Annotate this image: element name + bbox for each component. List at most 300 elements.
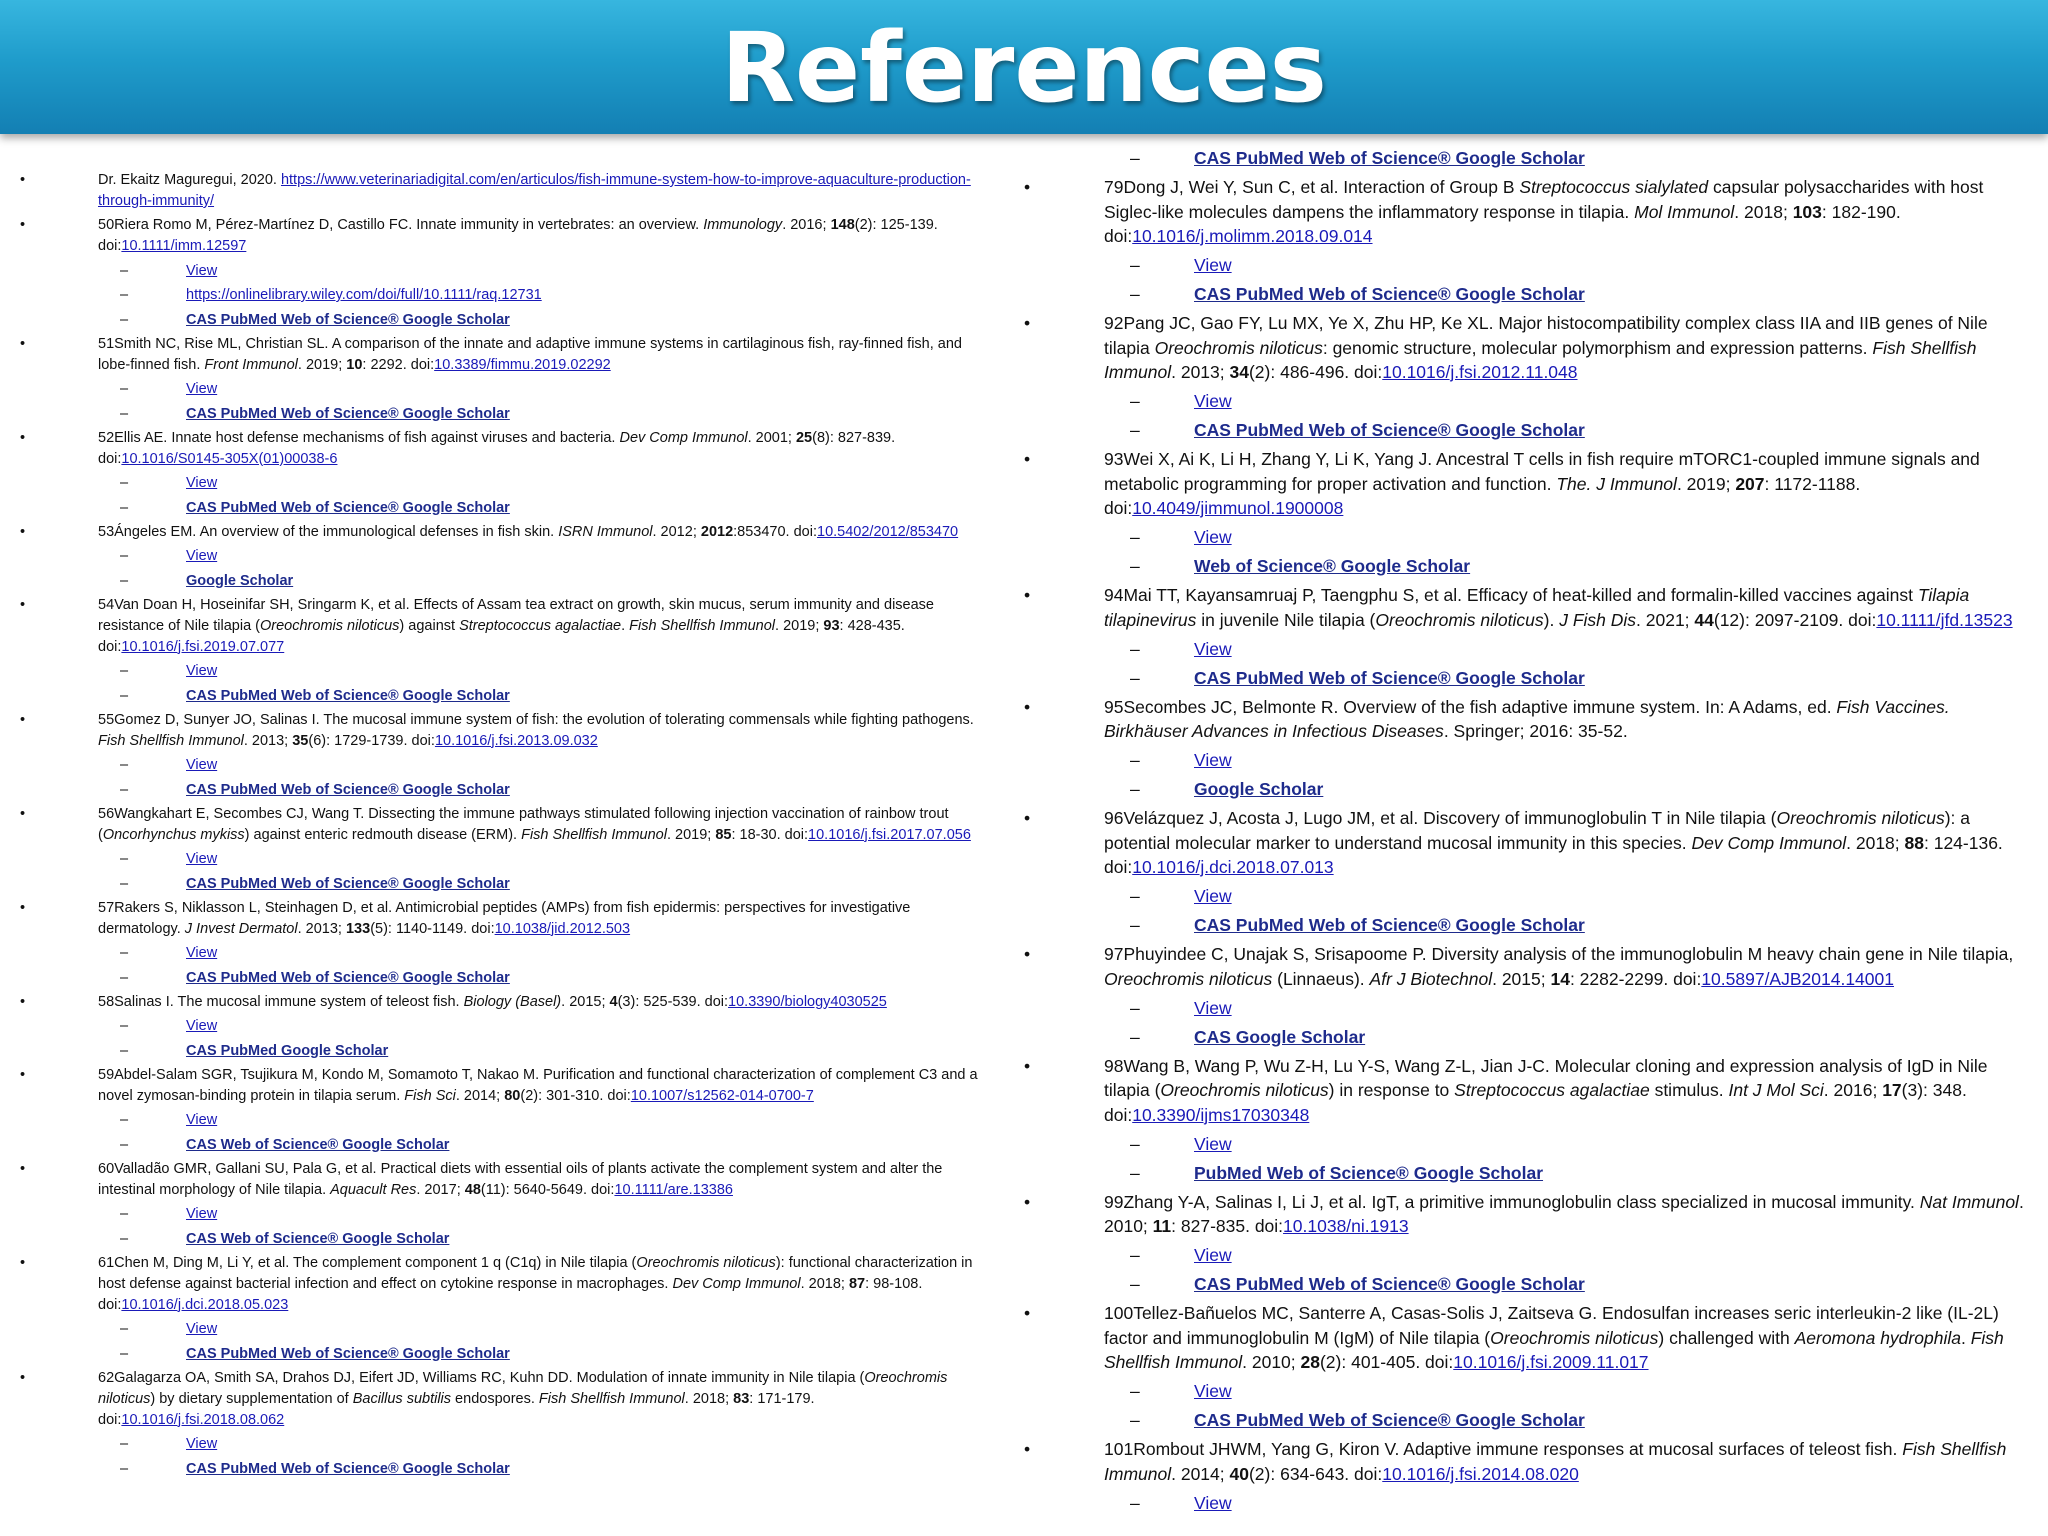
reference-text: . 2010; [1104,1191,2024,1236]
reference-text: : 18-30. doi: [731,826,809,843]
doi-link[interactable]: 10.4049/jimmunol.1900008 [1132,498,1344,518]
italic-text: Fish Shellfish Immunol [1104,1439,2007,1484]
bullet: • [20,1160,26,1177]
dash: – [120,1460,129,1477]
view-link[interactable]: View [186,945,218,961]
bullet: • [1024,696,1031,717]
reference-text: 55Gomez D, Sunyer JO, Salinas I. The mucosal immune system of fish: the evolution of tolerating commensals while fighting pathogens. [98,711,974,728]
link-row [16,261,996,282]
italic-text: Streptococcus sialylated [1519,177,1709,197]
right-reference-column [1024,146,2024,1515]
italic-text: Front Immunol [204,356,298,373]
dash: – [1130,1492,1140,1513]
dash: – [1130,1381,1140,1401]
reference-text: 99Zhang Y-A, Salinas I, Li J, et al. IgT, a primitive immunoglobulin class specialized in mucosal immunity. [1104,1191,1920,1212]
link-row [16,1434,996,1455]
link-row [1024,418,2024,443]
dash: – [1130,284,1140,304]
scholar-links[interactable]: CAS PubMed Web of Science® Google Scholar [186,969,510,986]
view-link[interactable]: View [186,1206,218,1222]
reference-text: :853470. doi: [733,523,817,540]
doi-link[interactable]: 10.1111/imm.12597 [121,238,247,254]
dash: – [1130,391,1140,411]
bullet: • [20,1066,26,1083]
italic-text: Oreochromis niloticus [636,1254,776,1271]
view-link[interactable]: View [1194,886,1232,906]
link-row [1024,777,2024,802]
reference-text: . [1960,1327,1971,1348]
reference-text: (2): 634-643. doi: [1248,1463,1383,1484]
reference-text: 94Mai TT, Kayansamruaj P, Taengphu S, et al. Efficacy of heat-killed and formalin-killed vaccines against [1104,585,1918,605]
reference-text: . 2016; [1823,1080,1883,1100]
link-row [1024,637,2024,662]
reference-text: endospores. [451,1390,539,1407]
dash: – [120,287,129,303]
reference-item [1024,695,2024,744]
bold-text: 133 [345,920,371,937]
italic-text: Oreochromis niloticus [1160,1080,1329,1100]
scholar-links[interactable]: CAS Web of Science® Google Scholar [186,1230,450,1247]
reference-text: ) against [399,617,460,634]
italic-text: Oreochromis niloticus [1154,337,1323,358]
dash: – [120,945,129,961]
reference-text: . Springer; 2016: 35-52. [1443,721,1628,741]
bullet: • [20,711,26,728]
dash: – [1130,527,1140,547]
bold-text: 40 [1229,1463,1249,1484]
scholar-links[interactable]: CAS PubMed Web of Science® Google Scholar [1194,1410,1585,1430]
reference-text: . 2001; [747,429,796,446]
bullet: • [1024,1303,1031,1323]
reference-text: 100Tellez-Bañuelos MC, Santerre A, Casas-Solis J, Zaitseva G. Endosulfan increases seric interleukin-2 like (IL-2L) factor and immunoglobulin M (IgM) of Nile tilapia ( [1104,1303,1999,1348]
link-row [1024,1132,2024,1157]
italic-text: Oreochromis niloticus [1375,609,1544,630]
italic-text: Fish Shellfish Immunol [629,617,776,634]
dash: – [120,1206,129,1222]
dash: – [1130,750,1140,770]
link-row [16,1041,996,1062]
dash: – [120,1112,129,1128]
doi-link[interactable]: 10.1038/ni.1913 [1283,1216,1409,1236]
reference-item [1024,1437,2024,1486]
scholar-links[interactable]: CAS PubMed Web of Science® Google Scholar [186,781,510,798]
bold-text: 85 [715,826,732,843]
doi-link[interactable]: 10.5402/2012/853470 [817,523,959,540]
link-row [16,1229,996,1250]
link-row [1024,884,2024,909]
view-link[interactable]: View [1194,997,1232,1018]
scholar-links[interactable]: CAS PubMed Web of Science® Google Scholar [186,1460,510,1477]
italic-text: Fish Shellfish Immunol [98,732,244,749]
link-row [1024,748,2024,773]
reference-text: ) by dietary supplementation of [150,1390,353,1407]
reference-text: 56Wangkahart E, Secombes CJ, Wang T. Dissecting the immune pathways stimulated following injection vaccination of rainbow trout ( [98,805,949,843]
reference-text: (3): 525-539. doi: [617,993,729,1010]
doi-link[interactable]: 10.1007/s12562-014-0700-7 [630,1087,814,1104]
reference-item [16,1065,996,1107]
reference-text: 52Ellis AE. Innate host defense mechanisms of fish against viruses and bacteria. [98,429,620,446]
scholar-links[interactable]: Web of Science® Google Scholar [1194,556,1471,576]
reference-item [16,992,996,1013]
bullet: • [20,335,26,352]
dash: – [120,757,129,773]
reference-text: 101Rombout JHWM, Yang G, Kiron V. Adaptive immune responses at mucosal surfaces of teleost fish. [1104,1439,1903,1459]
reference-text: . 2017; [416,1181,465,1198]
link-row [1024,525,2024,550]
reference-text: 53Ángeles EM. An overview of the immunological defenses in fish skin. [98,523,559,540]
reference-text: in juvenile Nile tilapia ( [1196,609,1376,630]
view-link[interactable]: View [1194,391,1232,411]
italic-text: Aquacult Res [330,1181,417,1198]
italic-text: Fish Vaccines. Birkhäuser Advances in Infectious Diseases [1104,696,1950,741]
dash: – [1130,1274,1140,1294]
link-row [1024,1243,2024,1268]
bold-text: 207 [1735,473,1765,494]
reference-text: 62Galagarza OA, Smith SA, Drahos DJ, Eifert JD, Williams RC, Kuhn DD. Modulation of innate immunity in Nile tilapia ( [98,1369,865,1386]
view-link[interactable]: View [1194,750,1232,770]
reference-text: (2): 486-496. doi: [1248,362,1383,382]
dash: – [1130,997,1140,1018]
view-link[interactable]: View [186,1112,218,1128]
doi-link[interactable]: 10.1111/jfd.13523 [1876,609,2013,630]
reference-text: . 2012; [652,523,701,540]
reference-text: (2): 301-310. doi: [520,1087,631,1104]
reference-text: : 428-435. doi: [98,617,905,655]
reference-text: . 2021; [1636,609,1695,630]
dash: – [120,405,129,422]
reference-text: (8): 827-839. doi: [98,429,896,467]
bold-text: 34 [1229,362,1249,382]
doi-link[interactable]: 10.1016/j.fsi.2013.09.032 [434,732,598,749]
reference-text: 58Salinas I. The mucosal immune system of teleost fish. [98,993,464,1010]
scholar-links[interactable]: CAS PubMed Web of Science® Google Scholar [186,311,510,328]
reference-text: 59Abdel-Salam SGR, Tsujikura M, Kondo M, Somamoto T, Nakao M. Purification and functional characterization of complement C3 and a novel zymosan-binding protein in tilapia serum. [98,1066,978,1104]
doi-link[interactable]: 10.1111/are.13386 [614,1181,733,1198]
reference-text: . 2016; [782,217,831,233]
bold-text: 17 [1882,1080,1902,1100]
link-row [16,473,996,494]
reference-item [16,334,996,376]
reference-text: . 2013; [297,920,346,937]
scholar-links[interactable]: CAS PubMed Web of Science® Google Scholar [1194,915,1585,935]
reference-text: (3): 348. doi: [1104,1080,1967,1125]
reference-text: . 2018; [684,1390,734,1407]
view-link[interactable]: View [186,381,218,397]
italic-text: Bacillus subtilis [352,1390,452,1407]
doi-link[interactable]: 10.1016/j.fsi.2012.11.048 [1382,362,1578,382]
italic-text: Oreochromis niloticus [260,617,400,634]
link-row [16,498,996,519]
reference-item [16,898,996,940]
view-link[interactable]: View [186,262,218,279]
italic-text: Aeromona hydrophila [1794,1327,1961,1348]
doi-link[interactable]: 10.3390/ijms17030348 [1132,1104,1310,1125]
reference-item [16,1159,996,1201]
dash: – [120,663,129,679]
reference-text: (Linnaeus). [1272,968,1370,989]
view-link[interactable]: View [186,1018,218,1034]
bold-text: 10 [346,356,363,373]
link-row [1024,1025,2024,1050]
doi-link[interactable]: 10.3390/biology4030525 [728,993,887,1010]
reference-item [16,1368,996,1431]
reference-text: 57Rakers S, Niklasson L, Steinhagen D, et al. Antimicrobial peptides (AMPs) from fish epidermis: perspectives for investigative dermatology. [98,899,911,937]
doi-link[interactable]: 10.1016/j.fsi.2017.07.056 [808,826,971,843]
scholar-links[interactable]: CAS PubMed Web of Science® Google Scholar [1194,284,1585,304]
link-row [16,943,996,964]
reference-item [1024,583,2024,632]
reference-text: . 2015; [1492,968,1551,989]
reference-text: . 2019; [1676,473,1736,494]
bullet: • [1024,1055,1031,1076]
reference-text: . 2019; [297,356,347,373]
reference-text: (2): 125-139. doi: [98,217,938,254]
view-link[interactable]: View [186,548,218,564]
doi-link[interactable]: 10.1016/S0145-305X(01)00038-6 [121,450,338,467]
italic-text: Fish Shellfish Immunol [1104,337,1977,382]
dash: – [1130,420,1140,440]
italic-text: J Invest Dermatol [184,920,298,937]
reference-item [16,215,996,257]
bold-text: 87 [848,1275,866,1292]
doi-link[interactable]: 10.1016/j.dci.2018.07.013 [1132,857,1334,877]
bullet: • [1024,1439,1031,1459]
reference-item [1024,311,2024,385]
reference-text: 95Secombes JC, Belmonte R. Overview of the fish adaptive immune system. In: A Adams, ed. [1104,696,1837,717]
link-row [16,1135,996,1156]
link-row [1024,1272,2024,1297]
bullet: • [20,805,26,822]
reference-text: stimulus. [1649,1080,1729,1100]
bold-text: 103 [1792,201,1822,222]
link-row [16,404,996,425]
doi-link[interactable]: 10.1016/j.fsi.2019.07.077 [121,638,285,655]
dash: – [120,969,129,986]
doi-link[interactable]: 10.1016/j.fsi.2018.08.062 [121,1411,285,1428]
scholar-links[interactable]: CAS PubMed Web of Science® Google Scholar [1194,1274,1585,1294]
scholar-links[interactable]: CAS PubMed Web of Science® Google Scholar [1194,420,1585,440]
link-row [16,780,996,801]
title-banner [0,0,2048,134]
bullet: • [20,1369,26,1386]
link-row [16,661,996,682]
reference-item [1024,806,2024,880]
bullet: • [1024,808,1031,828]
link-row [16,1204,996,1225]
reference-text: (6): 1729-1739. doi: [308,732,435,749]
link-row [16,571,996,592]
doi-link[interactable]: 10.5897/AJB2014.14001 [1701,968,1894,989]
view-link[interactable]: View [1194,255,1232,275]
reference-item [1024,942,2024,991]
view-link[interactable]: View [1194,638,1232,659]
reference-item [16,522,996,543]
italic-text: Biology (Basel) [463,993,562,1010]
reference-text: ): functional characterization in host defense against bacterial infection and effect on cytokine response in macrophages. [98,1254,973,1292]
bold-text: 4 [609,993,618,1010]
reference-text: . 2013; [1171,362,1230,382]
dash: – [1130,255,1140,275]
scholar-links[interactable]: CAS PubMed Web of Science® Google Scholar [1194,148,1585,168]
link-row [1024,1379,2024,1404]
reference-text: (2): 401-405. doi: [1319,1352,1454,1372]
dash: – [120,572,129,589]
scholar-links[interactable]: PubMed Web of Science® Google Scholar [1194,1162,1544,1183]
link-row [1024,389,2024,414]
dash: – [120,262,129,279]
bold-text: 83 [733,1390,750,1407]
reference-text: 60Valladão GMR, Gallani SU, Pala G, et al. Practical diets with essential oils of plants activate the complement system and alter the intestinal morphology of Nile tilapia. [98,1160,943,1198]
scholar-links[interactable]: CAS PubMed Web of Science® Google Scholar [186,405,510,422]
link-row [1024,1408,2024,1433]
reference-item [16,804,996,846]
link-row [1024,1491,2024,1516]
bullet: • [1024,177,1031,197]
bold-text: 93 [823,617,840,634]
link-row [16,1344,996,1365]
reference-item [16,170,996,212]
view-link[interactable]: View [186,663,218,679]
reference-text: . [621,617,630,634]
doi-link[interactable]: 10.1016/j.dci.2018.05.023 [121,1296,289,1313]
dash: – [1130,1162,1140,1183]
dash: – [1130,886,1140,906]
bullet: • [1024,313,1031,333]
link-row [1024,146,2024,171]
reference-text: 93Wei X, Ai K, Li H, Zhang Y, Li K, Yang J. Ancestral T cells in fish require mTORC1-coupled immune signals and metabolic programming for proper activation and function. [1104,449,1980,494]
dash: – [120,851,129,867]
scholar-links[interactable]: Google Scholar [1194,779,1324,799]
bullet: • [20,172,26,188]
reference-text: . 2019; [775,617,824,634]
scholar-links[interactable]: CAS PubMed Web of Science® Google Scholar [186,499,510,516]
dash: – [1130,915,1140,935]
doi-link[interactable]: 10.1016/j.fsi.2014.08.020 [1382,1463,1579,1484]
link-row [16,968,996,989]
reference-text: ) against enteric redmouth disease (ERM). [244,826,522,843]
view-link[interactable]: View [186,475,218,491]
bold-text: 44 [1694,609,1714,630]
bullet: • [20,217,26,233]
dash: – [120,1042,129,1059]
reference-text: . 2013; [243,732,293,749]
view-link[interactable]: View [1194,1381,1232,1401]
bold-text: 35 [292,732,309,749]
link-row [1024,913,2024,938]
italic-text: Oreochromis niloticus [98,1369,948,1407]
italic-text: Streptococcus agalactiae [459,617,622,634]
scholar-links[interactable]: Google Scholar [186,572,294,589]
bold-text: 88 [1904,832,1924,853]
source-link[interactable]: https://www.veterinariadigital.com/en/articulos/fish-immune-system-how-to-improve-aquaculture-production-through-immunity/ [98,172,971,209]
bold-text: 148 [830,217,855,233]
left-reference-column [16,170,996,1480]
dash: – [120,1230,129,1247]
reference-text: 79Dong J, Wei Y, Sun C, et al. Interaction of Group B [1104,177,1520,197]
view-link[interactable]: View [186,757,218,773]
italic-text: Fish Shellfish Immunol [521,826,667,843]
view-link[interactable]: View [186,851,218,867]
reference-text: : 2282-2299. doi: [1569,968,1702,989]
view-link[interactable]: View [1194,1492,1232,1513]
reference-text: 61Chen M, Ding M, Li Y, et al. The complement component 1 q (C1q) in Nile tilapia ( [98,1254,637,1271]
italic-text: The. J Immunol [1556,473,1677,494]
reference-text: . 2018; [1734,201,1793,222]
bullet: • [20,596,26,613]
bullet: • [20,899,26,916]
reference-text: . 2015; [561,993,610,1010]
italic-text: Oreochromis niloticus [1104,968,1273,989]
page-title: References [721,12,1327,124]
view-link[interactable]: View [186,1436,218,1452]
dash: – [1130,1026,1140,1047]
link-row [16,849,996,870]
reference-text: . 2010; [1242,1352,1301,1372]
view-link[interactable]: View [1194,1245,1232,1265]
italic-text: Nat Immunol [1919,1191,2019,1212]
dash: – [120,781,129,798]
dash: – [1130,148,1140,168]
scholar-links[interactable]: CAS PubMed Web of Science® Google Scholar [186,687,510,704]
reference-item [16,1253,996,1316]
reference-text: : 124-136. doi: [1104,832,2003,877]
dash: – [120,1136,129,1153]
bold-text: 14 [1550,968,1570,989]
bullet: • [1024,449,1031,469]
bullet: • [20,429,26,446]
link-row [1024,253,2024,278]
link-row [16,379,996,400]
scholar-links[interactable]: CAS PubMed Web of Science® Google Scholar [186,1345,510,1362]
reference-text: 54Van Doan H, Hoseinifar SH, Sringarm K, et al. Effects of Assam tea extract on growth, skin mucus, serum immunity and disease resistance of Nile tilapia ( [98,596,934,634]
doi-link[interactable]: 10.1016/j.molimm.2018.09.014 [1132,226,1373,246]
view-link[interactable]: View [1194,527,1232,547]
scholar-links[interactable]: CAS Web of Science® Google Scholar [186,1136,450,1153]
view-link[interactable]: View [186,1321,218,1337]
bold-text: 80 [504,1087,521,1104]
reference-text: : 827-835. doi: [1171,1216,1284,1236]
scholar-links[interactable]: CAS PubMed Google Scholar [186,1042,389,1059]
reference-text: 98Wang B, Wang P, Wu Z-H, Lu Y-S, Wang Z-L, Jian J-C. Molecular cloning and expression analysis of IgD in Nile tilapia ( [1104,1055,1988,1100]
doi-link[interactable]: 10.3389/fimmu.2019.02292 [434,356,611,373]
view-link[interactable]: View [1194,1133,1232,1154]
reference-text: . 2018; [800,1275,849,1292]
italic-text: Mol Immunol [1634,201,1735,222]
wiley-link[interactable]: https://onlinelibrary.wiley.com/doi/full/10.1111/raq.12731 [186,287,542,303]
scholar-links[interactable]: CAS Google Scholar [1194,1026,1366,1047]
doi-link[interactable]: 10.1016/j.fsi.2009.11.017 [1453,1352,1649,1372]
doi-link[interactable]: 10.1038/jid.2012.503 [494,920,631,937]
reference-text: Dr. Ekaitz Maguregui, 2020. [98,172,281,188]
bullet: • [20,523,26,540]
bold-text: 2012 [700,523,734,540]
italic-text: Int J Mol Sci [1728,1080,1824,1100]
bold-text: 48 [464,1181,481,1198]
scholar-links[interactable]: CAS PubMed Web of Science® Google Scholar [1194,667,1585,688]
bullet: • [1024,944,1031,964]
reference-text: . 2014; [455,1087,505,1104]
italic-text: Dev Comp Immunol [619,429,748,446]
bold-text: 28 [1300,1352,1320,1372]
reference-text: ): a potential molecular marker to understand mucosal immunity in this species. [1104,808,1971,853]
italic-text: ISRN Immunol [558,523,653,540]
reference-text: 96Velázquez J, Acosta J, Lugo JM, et al. Discovery of immunoglobulin T in Nile tilapia ( [1104,808,1777,828]
reference-text: (5): 1140-1149. doi: [370,920,495,937]
reference-text: . 2018; [1846,832,1905,853]
dash: – [120,381,129,397]
reference-item [1024,175,2024,249]
scholar-links[interactable]: CAS PubMed Web of Science® Google Scholar [186,875,510,892]
